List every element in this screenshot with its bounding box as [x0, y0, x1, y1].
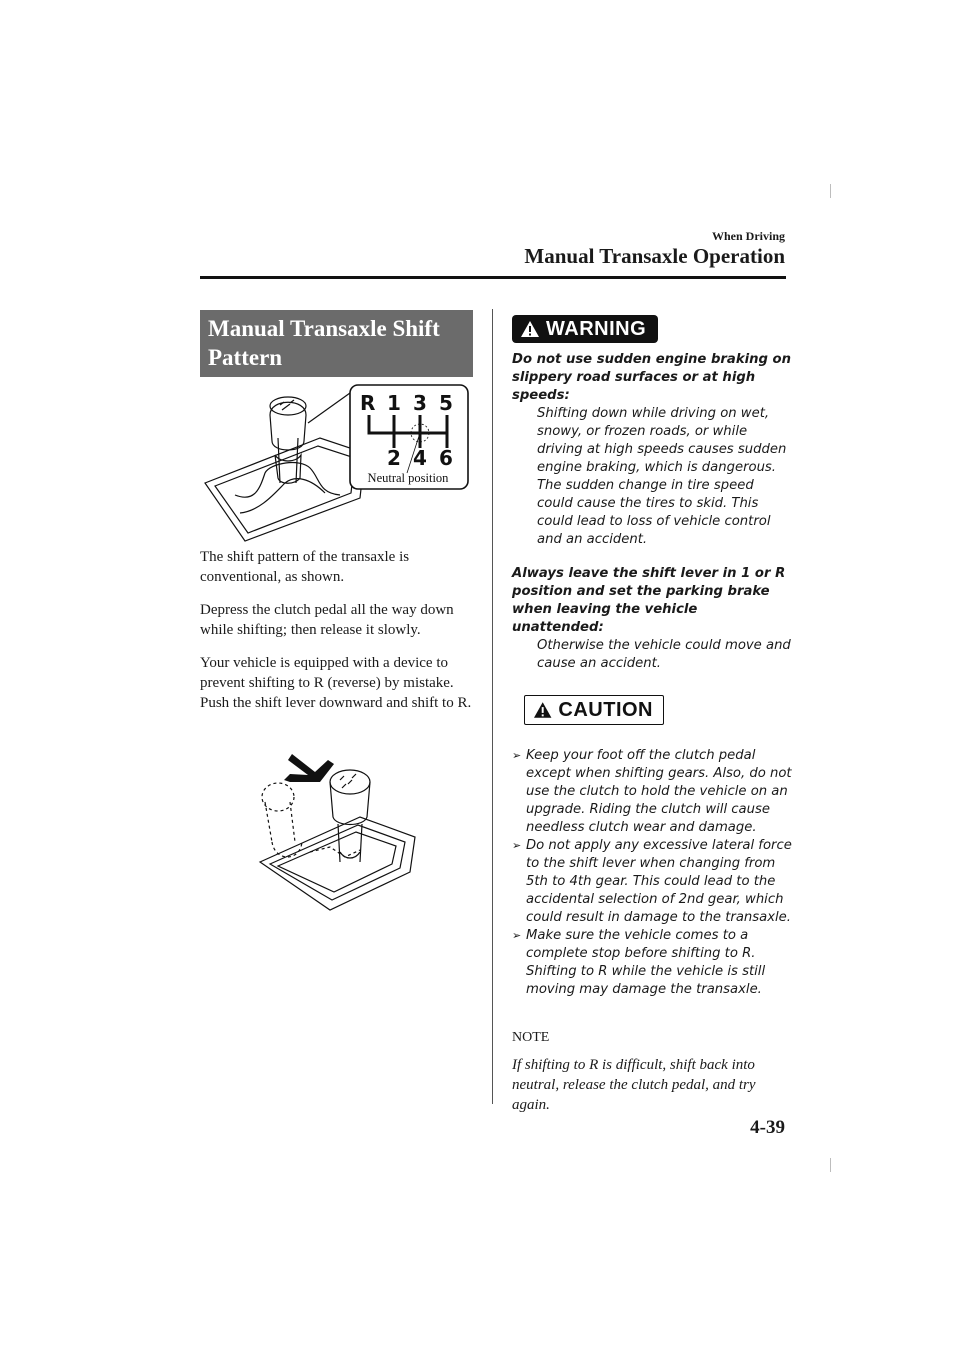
- right-column: [512, 315, 792, 1115]
- note-text: If shifting to R is difficult, shift back into neutral, release the clutch pedal, and try again.: [512, 1057, 756, 1113]
- list-item: ➢ Do not apply any excessive lateral force to the shift lever when changing from 5th to 4th gear. This could lead to the accidental selection of 2nd gear, which could result in damage to the transaxle.: [512, 838, 792, 925]
- caution-list: [512, 747, 792, 999]
- note-label: NOTE: [512, 1030, 550, 1045]
- warning-triangle-icon: [520, 320, 540, 338]
- neutral-position-label: Neutral position: [367, 471, 449, 485]
- shift-pattern-illustration: [200, 383, 475, 543]
- bullet-icon: ➢: [512, 929, 522, 942]
- caution-triangle-icon: [533, 701, 552, 719]
- caution-badge: [524, 695, 664, 725]
- gear-4-label: 4: [413, 446, 427, 470]
- list-item: ➢ Make sure the vehicle comes to a complete stop before shifting to R. Shifting to R while the vehicle is still moving may damage the transaxle.: [512, 928, 766, 997]
- header-rule: [200, 276, 786, 279]
- warning-title: Do not use sudden engine braking on slippery road surfaces or at high speeds:: [512, 352, 791, 403]
- paragraph: Your vehicle is equipped with a device to prevent shifting to R (reverse) by mistake. Push the shift lever downward and shift to R.: [200, 655, 472, 711]
- paragraph: Depress the clutch pedal all the way down while shifting; then release it slowly.: [200, 602, 454, 638]
- crop-mark: [830, 1158, 831, 1172]
- gear-6-label: 6: [439, 446, 453, 470]
- list-item: ➢ Keep your foot off the clutch pedal except when shifting gears. Also, do not use the clutch to hold the vehicle on an upgrade. Riding the clutch will cause needless clutch wear and damage.: [512, 748, 792, 835]
- section-title: Manual Transaxle Operation: [524, 244, 785, 268]
- gear-2-label: 2: [387, 446, 401, 470]
- section-label: When Driving: [711, 229, 785, 243]
- push-down-arrow-icon: [284, 754, 334, 782]
- gear-5-label: 5: [439, 391, 453, 415]
- bullet-icon: ➢: [512, 749, 522, 762]
- section-heading: Manual Transaxle Shift Pattern: [200, 310, 473, 377]
- bullet-icon: ➢: [512, 839, 522, 852]
- warning-badge: [512, 315, 658, 343]
- gear-3-label: 3: [413, 391, 427, 415]
- body-text: [200, 547, 482, 713]
- crop-mark: [830, 184, 831, 198]
- paragraph: The shift pattern of the transaxle is conventional, as shown.: [200, 549, 410, 585]
- warning-text: Otherwise the vehicle could move and cause an accident.: [537, 638, 791, 671]
- reverse-shift-illustration: [250, 742, 420, 912]
- column-divider: [492, 309, 493, 1104]
- warning-text: Shifting down while driving on wet, snowy, or frozen roads, or while driving at high speeds causes sudden engine braking, which is dangerous. The sudden change in tire speed could cause the tires to skid. This could lead to loss of vehicle control and an accident.: [537, 406, 787, 547]
- warning-label: WARNING: [546, 318, 647, 340]
- caution-label: CAUTION: [558, 699, 653, 721]
- warning-title: Always leave the shift lever in 1 or R position and set the parking brake when leaving the vehicle unattended:: [512, 566, 786, 635]
- gear-1-label: 1: [387, 391, 401, 415]
- gear-r-label: R: [360, 391, 376, 415]
- page-number: 4-39: [750, 1117, 785, 1138]
